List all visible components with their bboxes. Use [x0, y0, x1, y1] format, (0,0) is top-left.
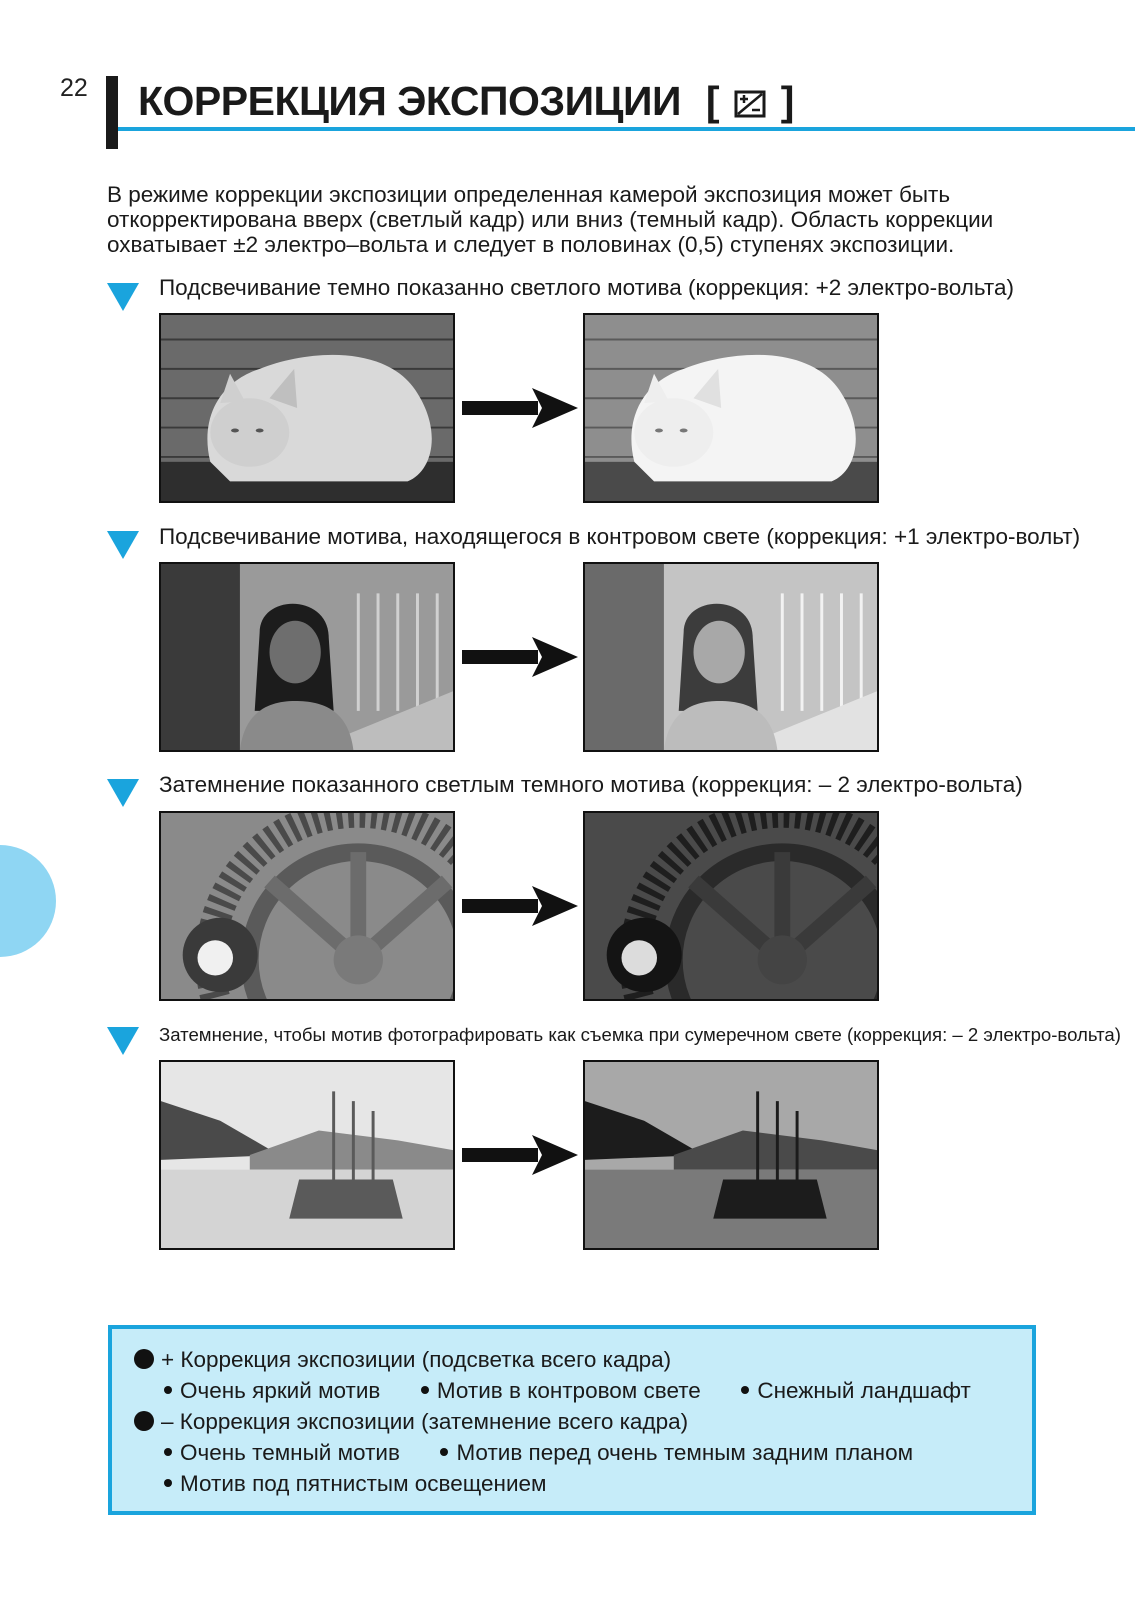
bullet-icon	[134, 1411, 154, 1431]
page-number: 22	[60, 74, 88, 102]
minus-correction-items	[164, 1471, 547, 1497]
chapter-tab	[0, 845, 56, 957]
gear-wheel-photo-bright	[159, 811, 455, 1001]
plus-correction-items	[164, 1378, 971, 1404]
backlit-woman-photo-corrected	[583, 562, 879, 752]
bullet-icon	[164, 1479, 172, 1487]
list-item: Снежный ландшафт	[757, 1378, 971, 1403]
bullet-icon	[134, 1349, 154, 1369]
cat-photo-corrected	[583, 313, 879, 503]
minus-correction-items	[164, 1440, 913, 1466]
ship-photo-bright	[159, 1060, 455, 1250]
title-bracket-open: [	[705, 78, 719, 124]
arrow-right-icon	[462, 388, 578, 428]
title-bar	[106, 76, 118, 149]
bullet-icon	[164, 1386, 172, 1394]
triangle-bullet-icon	[107, 531, 139, 559]
bullet-icon	[164, 1448, 172, 1456]
arrow-right-icon	[462, 886, 578, 926]
bullet-icon	[421, 1386, 429, 1394]
cat-photo-dark	[159, 313, 455, 503]
example-caption: Подсвечивание темно показанно светлого мотива (коррекция: +2 электро-вольта)	[159, 275, 1014, 300]
intro-line: В режиме коррекции экспозиции определенная камерой экспозиция может быть	[107, 182, 951, 207]
plus-correction-heading: + Коррекция экспозиции (подсветка всего кадра)	[134, 1347, 671, 1373]
triangle-bullet-icon	[107, 283, 139, 311]
intro-line: охватывает ±2 электро–вольта и следует в половинах (0,5) ступенях экспозиции.	[107, 232, 955, 257]
intro-paragraph	[107, 182, 1067, 257]
bullet-icon	[741, 1386, 749, 1394]
notes-box	[108, 1325, 1036, 1515]
list-item: Мотив в контровом свете	[436, 1378, 701, 1403]
arrow-right-icon	[462, 1135, 578, 1175]
page-title	[138, 78, 794, 128]
bullet-icon	[440, 1448, 448, 1456]
example-caption: Затемнение, чтобы мотив фотографировать как съемка при сумеречном свете (коррекция: – 2 электро-вольта)	[159, 1024, 1121, 1045]
exposure-compensation-icon	[734, 81, 766, 128]
intro-line: откорректирована вверх (светлый кадр) или вниз (темный кадр). Область коррекции	[107, 207, 994, 232]
backlit-woman-photo-dark	[159, 562, 455, 752]
page-title-text: КОРРЕКЦИЯ ЭКСПОЗИЦИИ	[138, 78, 681, 124]
example-caption: Затемнение показанного светлым темного мотива (коррекция: – 2 электро-вольта)	[159, 772, 1023, 797]
list-item: Очень темный мотив	[180, 1440, 400, 1465]
triangle-bullet-icon	[107, 779, 139, 807]
arrow-right-icon	[462, 637, 578, 677]
example-caption: Подсвечивание мотива, находящегося в контровом свете (коррекция: +1 электро-вольт)	[159, 524, 1081, 549]
title-bracket-close: ]	[780, 78, 794, 124]
gear-wheel-photo-corrected	[583, 811, 879, 1001]
minus-correction-heading: – Коррекция экспозиции (затемнение всего кадра)	[134, 1409, 688, 1435]
list-item: Мотив перед очень темным задним планом	[456, 1440, 914, 1465]
list-item: Очень яркий мотив	[180, 1378, 381, 1403]
list-item: Мотив под пятнистым освещением	[180, 1471, 547, 1496]
triangle-bullet-icon	[107, 1027, 139, 1055]
ship-photo-corrected	[583, 1060, 879, 1250]
